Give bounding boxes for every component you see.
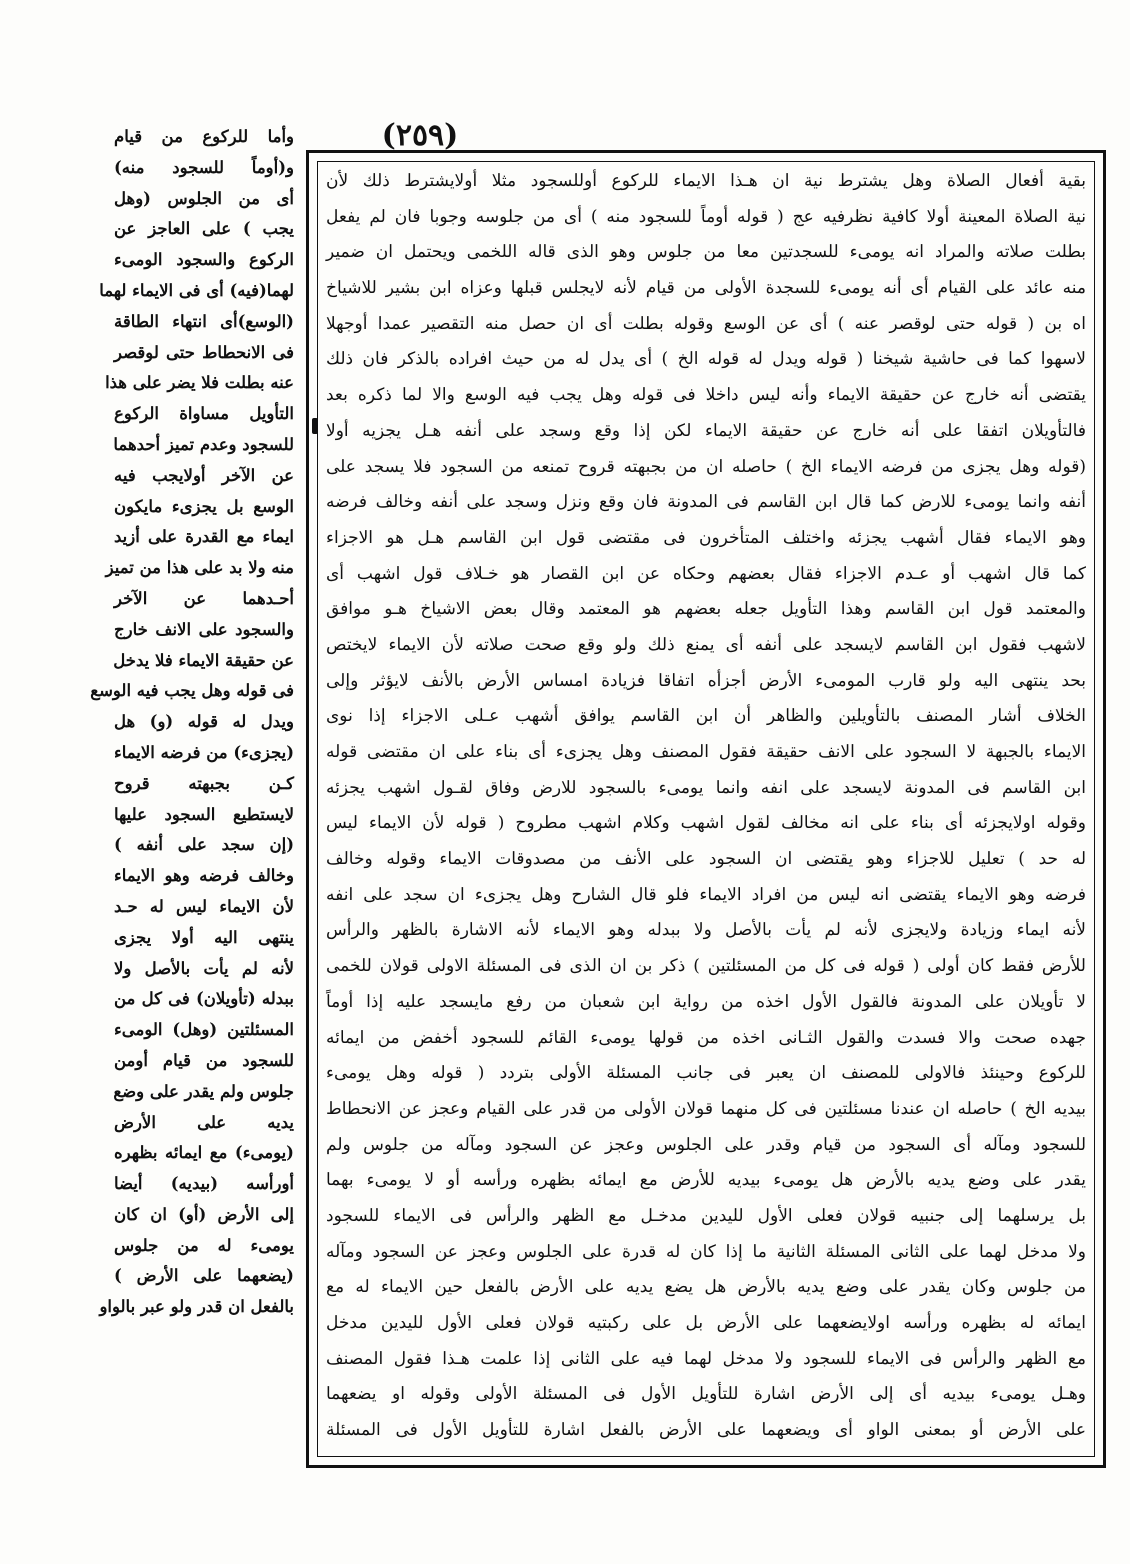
margin-text-line: (إن سجد على أنفه ) xyxy=(114,835,294,855)
margin-text-line: يديه على الأرض xyxy=(114,1112,294,1132)
margin-text-line: الركوع والسجود الومىء xyxy=(114,250,294,270)
margin-text-line: لأنه لم يأت بالأصل ولا xyxy=(114,958,294,978)
margin-text-line: الوسع بل يجزىء مايكون xyxy=(114,496,294,516)
margin-text-line: عن حقيقة الايماء فلا يدخل xyxy=(113,650,294,670)
margin-text-line: وخالف فرضه وهو الايماء xyxy=(114,866,294,886)
margin-text-line: عن الآخر أولايجب فيه xyxy=(114,465,294,485)
main-text-line: للأرض فقط كان أولى ( قوله فى كل من المسئلتين ) ذكر بن ان الذى فى المسئلة الاولى قولان للخمى xyxy=(326,956,1086,977)
main-text-line: ولا مدخل لهما على الثانى المسئلة الثانية ما إذا كان له قدرة على الجلوس وعجز عن السجود ومآله xyxy=(326,1241,1086,1262)
margin-text-line: ينتهى اليه أولا يجزى xyxy=(114,927,294,947)
margin-text-line: يجب ) على العاجز عن xyxy=(114,219,294,239)
margin-text-line: وأما للركوع من قيام xyxy=(114,127,294,146)
main-text-line: يقدر على وضع يديه بالأرض هل يومىء بيديه للأرض مع ايمائه بظهره ورأسه أو لا يومىء بهما xyxy=(326,1170,1086,1191)
main-text-line: يقتضى أنه خارج عن حقيقة الايماء وأنه ليس داخلا فى قوله وهل يجب فيه الوسع والا لما ذكره بعد xyxy=(326,385,1086,406)
margin-text-line: لهما(فيه) أى فى الايماء لهما xyxy=(99,280,294,300)
margin-text-line: المسئلتين (وهل) الومىء xyxy=(114,1020,294,1040)
main-text-line: بل يرسلهما إلى جنبيه قولان فعلى الأول لليدين مدخـل مع الظهر والرأس فى الايماء للسجود xyxy=(326,1205,1086,1226)
margin-text-line: للسجود من قيام أومن xyxy=(114,1050,294,1070)
main-text-line: كما قال اشهب أو عـدم الاجزاء فقال بعضهم وحكاه عن ابن القصار هو خـلاف قول اشهب أى xyxy=(326,563,1086,584)
margin-text-line: عنه بطلت فلا يضر على هذا xyxy=(105,373,294,393)
margin-text-line: (يومىء) مع ايمائه بظهره xyxy=(114,1143,294,1163)
margin-text-line: (يضعهما على الأرض ) xyxy=(114,1266,294,1286)
main-text-line: لأنه ايماء وزيادة ولايجزى لأنه لم يأت بالأصل ولا ببدله وهو الايماء لأنه الاشارة بالظهر والرأس xyxy=(326,920,1086,941)
main-text-line: نية الصلاة المعينة أولا كافية نظرفيه عج ( قوله أوماً للسجود منه ) أى من جلوسه وجوبا فان لم يفعل xyxy=(326,206,1086,227)
main-text-line: الخلاف أشار المصنف بالتأويلين والظاهر أن ابن القاسم يوافق أشهب عـلى الاجزاء إذا نوى xyxy=(326,706,1086,727)
main-text-line: لاسهوا كما فى حاشية شيخنا ( قوله ويدل له قوله الخ ) أى يدل له من حيث افراده بالذكر فان ذلك xyxy=(326,349,1086,370)
main-text-line: وهـل يومىء بيديه أى إلى الأرض اشارة للتأويل الأول فى المسئلة الأولى وقوله او يضعهما xyxy=(326,1384,1086,1405)
margin-text-line: كـن بجبهته قروح xyxy=(114,773,294,793)
main-text-line: ايمائه له بظهره ورأسه اولايضعهما على الأرض بل على ركبتيه قولان فعلى الأول لليدين مدخل xyxy=(326,1313,1086,1333)
margin-text-line: فى الانحطاط حتى لوقصر xyxy=(114,342,294,362)
margin-text-line: لأن الايماء ليس له حـد xyxy=(114,896,294,916)
main-text-line: للركوع وحينئذ فالاولى للمصنف ان يعبر فى جانب المسئلة الأولى بتردد ( قوله وهل يومىء xyxy=(326,1063,1086,1084)
main-text-line: للسجود ومآله أى السجود من قيام وقدر على الجلوس وعجز عن السجود ومآله من جلوس ولم xyxy=(326,1134,1086,1155)
main-text-line: فالتأويلان اتفقا على أنه خارج عن حقيقة الايماء لكن إذا وقع وسجد على أنفه هـل يجزيه أولا xyxy=(326,420,1086,441)
main-text-line: بطلت صلاته والمراد انه يومىء للسجدتين معا من جلوس وهو الذى قاله اللخمى ويحتمل ان ضمير xyxy=(326,242,1086,263)
main-text-line: (قوله وهل يجزى من فرضه الايماء الخ ) حاصله ان من بجبهته قروح تمنعه من السجود فلا يسجد على xyxy=(326,456,1086,477)
main-text-line: ابن القاسم فى المدونة لايسجد على انفه وانما يومىء بالسجود للارض وفاق لقـول اشهب يجزئه xyxy=(326,777,1086,798)
main-commentary-text xyxy=(326,164,1086,1454)
main-text-line: وهو الايماء فقال أشهب يجزئه واختلف المتأخرون فى مقتضى قول ابن القاسم هـل هو الاجزاء xyxy=(326,527,1086,548)
frame-marker xyxy=(312,418,318,434)
margin-text-line: للسجود وعدم تميز أحدهما xyxy=(113,434,294,454)
main-text-line: من جلوس وكان يقدر على وضع يديه بالأرض هل يضع يديه على الأرض بالفعل حين الايماء له مع xyxy=(326,1277,1086,1298)
margin-text-line: (يجزىء) من فرضه الايماء xyxy=(113,742,294,762)
margin-text-line: جلوس ولم يقدر على وضع xyxy=(113,1081,294,1101)
main-text-line: أنفه وانما يومىء للارض كما قال ابن القاسم فى المدونة فان وقع ونزل وسجد على أنفه وخالف فرضه xyxy=(326,492,1086,513)
margin-text-line: أورأسه (بيديه) أيضا xyxy=(114,1174,294,1194)
main-text-line: اه بن ( قوله حتى لوقصر عنه ) أى عن الوسع وقوله بطلت أى ان حصل منه التقصير عمدا أوجهلا xyxy=(326,313,1087,334)
page-number: (٢٥٩) xyxy=(381,118,459,153)
margin-text-line: بالفعل ان قدر ولو عبر بالواو xyxy=(99,1297,294,1317)
main-text-line: لاشهب فقول ابن القاسم لايسجد على أنفه أى يمنع ذلك ولو وقع صحت صلاته لأن الايماء لايختص xyxy=(326,634,1086,655)
main-text-line: لا تأويلان على المدونة فالقول الأول اخذه من رواية ابن شعبان من رفع مايسجد عليه إذا أوماً xyxy=(326,991,1086,1012)
margin-text-line: إلى الأرض (أو) ان كان xyxy=(114,1204,294,1224)
main-text-line: وقوله اولايجزئه أى بناء على انه مخالف لقول اشهب وكلام اشهب مطروح ( قوله لأن الايماء ليس xyxy=(326,813,1086,834)
main-text-line: على الأرض أو بمعنى الواو أى ويضعهما على الأرض بالفعل اشارة للتأويل الأول فى المسئلة xyxy=(326,1420,1086,1441)
margin-text-line: منه ولا بد على هذا من تميز xyxy=(105,558,294,578)
main-text-line: بحد ينتهى اليه ولو قارب المومىء الأرض أجزأه اتفاقا فزيادة امساس الأرض بالأنف لايؤثر وإلى xyxy=(326,670,1086,691)
margin-text-line: (الوسع)أى انتهاء الطاقة xyxy=(114,311,294,331)
main-text-line: الايماء بالجبهة لا السجود على الانف حقيقة فقول المصنف وهل يجزىء أى بناء على ان مقتضى قوله xyxy=(326,742,1086,762)
margin-text-line: ويدل له قوله (و) هل xyxy=(114,712,294,732)
margin-text-line: و(أوماً للسجود منه) xyxy=(114,157,294,177)
margin-text-line: والسجود على الانف خارج xyxy=(114,619,294,639)
main-text-line: بقية أفعال الصلاة وهل يشترط نية ان هـذا الايماء للركوع أوللسجود مثلا أولايشترط ذلك لأن xyxy=(326,171,1086,191)
margin-text-line: لايستطيع السجود عليها xyxy=(114,804,294,824)
margin-text-line: ببدله (تأويلان) فى كل من xyxy=(114,989,294,1009)
margin-text-line: فى قوله وهل يجب فيه الوسع xyxy=(90,681,294,701)
main-text-line: والمعتمد قول ابن القاسم وهذا التأويل جعله بعضهم هو المعتمد وقال بعض الاشياخ هـو موافق xyxy=(326,599,1086,620)
margin-commentary-text xyxy=(90,122,294,1482)
margin-text-line: التأويل مساواة الركوع xyxy=(114,404,294,424)
margin-text-line: ايماء مع القدرة على أزيد xyxy=(114,527,294,547)
main-text-line: مع الظهر والرأس فى الايماء للسجود ولا مدخل لهما فيه على الثانى إذا علمت هـذا فقول المصنف xyxy=(326,1348,1086,1369)
main-text-line: بيديه الخ ) حاصله ان عندنا مسئلتين فى كل منهما قولان الأولى من قدر على القيام وعجز عن الانحطاط xyxy=(326,1098,1086,1119)
main-text-line: منه عائد على القيام أى أنه يومىء للسجدة الأولى من قيام لأنه لايجلس قبلها وعزاه ابن بشير للاشياخ xyxy=(326,278,1086,299)
margin-text-line: أى من الجلوس (وهل xyxy=(114,188,294,208)
main-text-line: جهده صحت والا فسدت والقول الثـانى اخذه من قولها يومىء القائم للسجود أخفض من ايمائه xyxy=(326,1027,1086,1048)
main-text-line: فرضه وهو الايماء يقتضى انه ليس من افراد الايماء فلو قال الشارح وهل يجزىء ان سجد على انفه xyxy=(326,884,1086,905)
margin-text-line: أحـدهما عن الآخر xyxy=(114,588,294,608)
main-text-line: له حد ) تعليل للاجزاء وهو يقتضى ان السجود على الأنف من مصدوقات الايماء وقوله وخالف xyxy=(326,849,1086,870)
margin-text-line: يومىء له من جلوس xyxy=(114,1235,294,1255)
